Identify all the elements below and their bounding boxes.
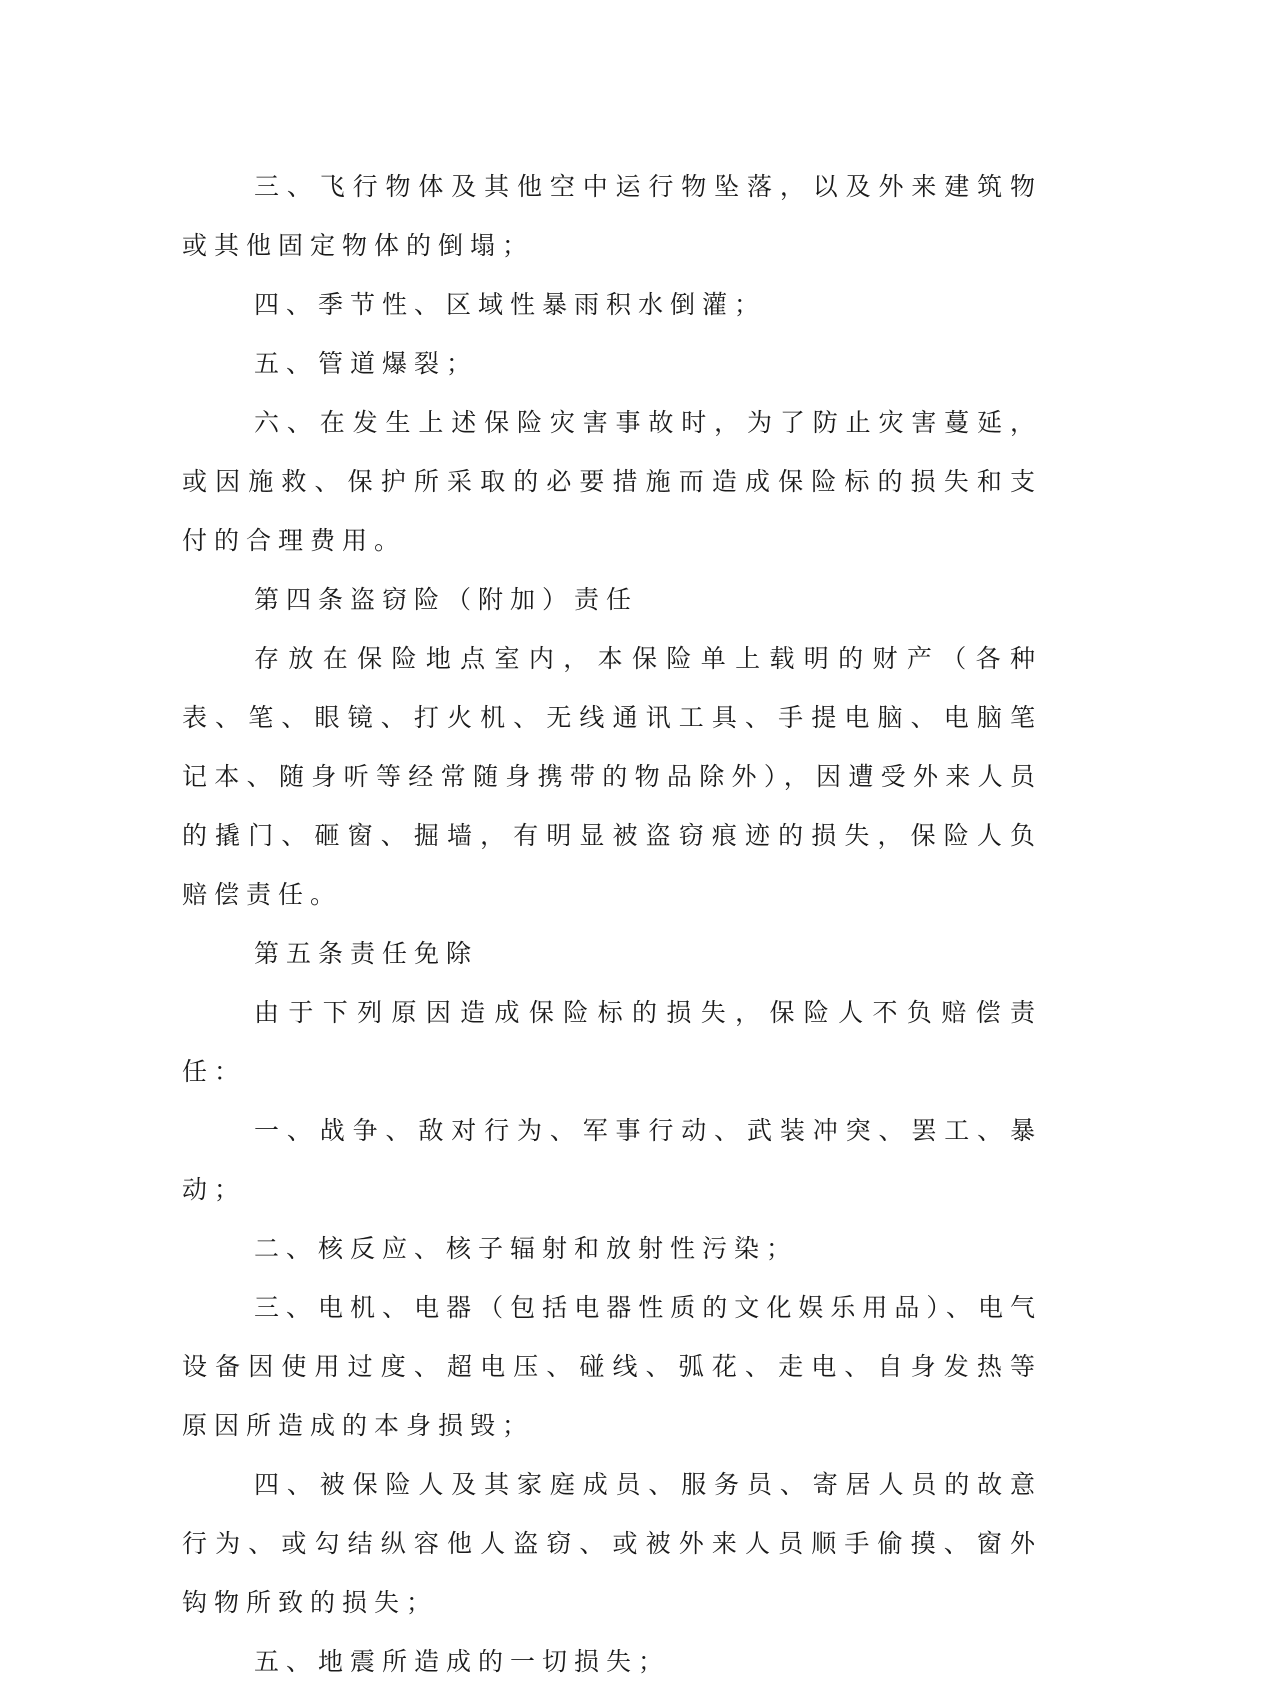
article-4-body: 存放在保险地点室内，本保险单上载明的财产（各种表、笔、眼镜、打火机、无线通讯工具、手提电脑、电脑笔记本、随身听等经常随身携带的物品除外），因遭受外来人员的撬门、砸窗、掘墙，有明显被盗窃痕迹的损失，保险人负赔偿责任。 [182, 644, 1042, 909]
clause-item-5: 五、管道爆裂； [254, 349, 479, 378]
exclusion-item-4: 四、被保险人及其家庭成员、服务员、寄居人员的故意行为、或勾结纵容他人盗窃、或被外来人员顺手偷摸、窗外钩物所致的损失； [182, 1470, 1042, 1617]
article-5-heading: 第五条责任免除 [254, 939, 479, 968]
article-4-heading: 第四条盗窃险（附加）责任 [254, 585, 639, 614]
document-body [182, 157, 1042, 1691]
exclusion-item-5: 五、地震所造成的一切损失； [254, 1647, 671, 1676]
clause-item-3: 三、飞行物体及其他空中运行物坠落，以及外来建筑物或其他固定物体的倒塌； [182, 172, 1042, 260]
clause-item-4: 四、季节性、区域性暴雨积水倒灌； [254, 290, 767, 319]
exclusion-item-1: 一、战争、敌对行为、军事行动、武装冲突、罢工、暴动； [182, 1116, 1042, 1204]
exclusion-item-3: 三、电机、电器（包括电器性质的文化娱乐用品）、电气设备因使用过度、超电压、碰线、弧花、走电、自身发热等原因所造成的本身损毁； [182, 1293, 1042, 1440]
article-5-intro: 由于下列原因造成保险标的损失，保险人不负赔偿责任： [182, 998, 1042, 1086]
exclusion-item-2: 二、核反应、核子辐射和放射性污染； [254, 1234, 799, 1263]
clause-item-6: 六、在发生上述保险灾害事故时，为了防止灾害蔓延，或因施救、保护所采取的必要措施而造成保险标的损失和支付的合理费用。 [182, 408, 1042, 555]
